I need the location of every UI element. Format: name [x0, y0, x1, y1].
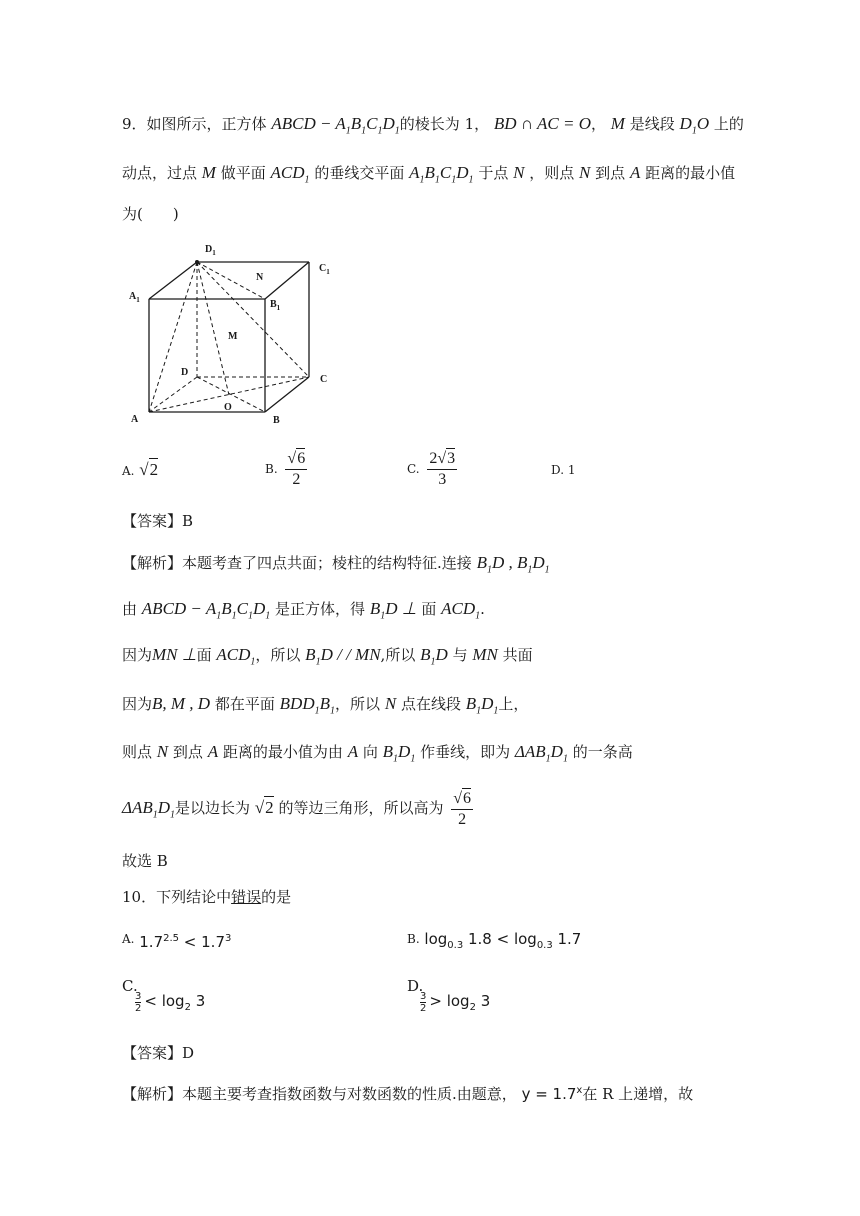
fraction: $\frac{3}{2}$ — [135, 990, 142, 1014]
q10-answer: 【答案】D — [122, 1044, 195, 1062]
text: 是线段 — [629, 115, 675, 133]
text: 动点，过点 — [122, 164, 198, 182]
text: 做平面 — [220, 164, 266, 182]
radicand: 2 — [265, 798, 274, 817]
text: 是正方体，得 — [275, 600, 366, 618]
text: 的垂线交平面 — [314, 164, 405, 182]
text: 作垂线，即为 — [420, 743, 511, 761]
text: 【解析】 — [122, 554, 183, 572]
text: 如图所示，正方体 — [146, 115, 267, 133]
math-b1d: $B_1D$ — [420, 645, 448, 668]
cube-figure — [125, 237, 345, 432]
text: 10．下列结论中 — [122, 888, 232, 906]
sqrt2: √2 — [254, 798, 274, 817]
option-label: C. — [407, 462, 420, 476]
q9-analysis-5 — [122, 741, 633, 770]
q10-option-b — [407, 928, 581, 957]
math-d1o: $D_1O$ — [679, 114, 710, 137]
q10-option-d — [420, 990, 490, 1019]
text: 的棱长为 1， — [399, 115, 490, 133]
label-a1: $A_1$ — [129, 291, 140, 304]
underlined-text: 错误 — [231, 888, 262, 906]
expr: $\log_{0.3} 1.8 < \log_{0.3} 1.7$ — [424, 930, 582, 951]
text: 由 — [122, 600, 138, 618]
text: 的是 — [261, 888, 292, 906]
text: 共面 — [502, 646, 533, 664]
math-acd1: $ACD_1$ — [270, 163, 310, 186]
q9-final: 故选 B — [122, 852, 168, 870]
text: ,所以 — [380, 646, 416, 664]
radicand: 6 — [297, 450, 306, 467]
option-label: D. 1 — [551, 463, 576, 477]
q9-line3: 为( ) — [122, 205, 179, 223]
text: 因为 — [122, 646, 153, 664]
text: 是以边长为 — [175, 799, 251, 817]
text: ，所以 — [255, 646, 301, 664]
text: 本题主要考查指数函数与对数函数的性质.由题意， — [182, 1085, 517, 1103]
math-a: A — [207, 742, 219, 761]
text: 于点 — [478, 164, 509, 182]
text: 都在平面 — [214, 695, 275, 713]
math-b1d1: $B_1D_1$ — [465, 694, 499, 717]
radicand: 3 — [447, 450, 456, 467]
expr: > $\log_2 3$ — [429, 992, 491, 1013]
fraction: $\frac{3}{2}$ — [420, 990, 427, 1014]
text: 在 R 上递增，故 — [582, 1085, 694, 1103]
math-b1d-perp: $B_1D$ ⊥ — [369, 599, 417, 622]
option-label: B. — [407, 932, 420, 946]
func-expr: $y = 1.7^x$ — [521, 1085, 583, 1103]
text: 距离的最小值 — [645, 164, 736, 182]
q10-analysis — [122, 1080, 693, 1105]
q9-option-a — [122, 458, 158, 482]
fraction: $\frac{2√3}{3}$ — [429, 450, 456, 488]
text: 与 — [452, 646, 468, 664]
text: ， — [591, 115, 607, 133]
label-b: B — [273, 415, 280, 426]
denominator: 2 — [458, 811, 467, 828]
q9-analysis-4 — [122, 693, 528, 722]
label-d1: $D_1$ — [205, 244, 216, 257]
label-a: A — [131, 414, 139, 425]
option-label: B. — [265, 462, 278, 476]
math-mn-perp: MN ⊥ — [152, 645, 197, 664]
math-bd-ac: BD ∩ AC = O — [493, 114, 591, 133]
math-a1b1c1d1: $A_1B_1C_1D_1$ — [409, 163, 474, 186]
denominator: 2 — [292, 471, 301, 488]
text: 到点 — [172, 743, 203, 761]
sqrt2: √2 — [139, 460, 159, 479]
math-bdd1b1: $BDD_1B_1$ — [279, 694, 336, 717]
q9-analysis-6 — [122, 788, 476, 830]
label-c: C — [320, 374, 328, 385]
text: ，所以 — [335, 695, 381, 713]
text: ，则点 — [529, 164, 575, 182]
text: 的等边三角形，所以高为 — [278, 799, 444, 817]
math-n: N — [513, 163, 525, 182]
math-parallel: $B_1D$ / / MN — [305, 645, 381, 668]
text: 【解析】 — [122, 1085, 183, 1103]
math-bmd: B, M , D — [152, 694, 211, 713]
math-n: N — [579, 163, 591, 182]
q9-answer: 【答案】B — [122, 512, 194, 530]
math-b1d-b1d1: $B_1D$ , $B_1D_1$ — [476, 553, 550, 576]
q9-option-b — [265, 448, 310, 490]
text: 点在线段 — [400, 695, 461, 713]
q9-number: 9． — [122, 115, 147, 133]
option-label: A. — [122, 464, 135, 478]
math-a: A — [629, 163, 641, 182]
math-mn: MN — [472, 645, 498, 664]
math-m: M — [610, 114, 625, 133]
math-triangle: $\Delta AB_1D_1$ — [514, 742, 568, 765]
text: 本题考查了四点共面；棱柱的结构特征.连接 — [182, 554, 472, 572]
text: 上的 — [713, 115, 744, 133]
math-n: N — [156, 742, 169, 761]
fraction: $\frac{√6}{2}$ — [453, 790, 472, 828]
radicand: 2 — [149, 460, 159, 479]
label-c1: $C_1$ — [319, 263, 330, 276]
text: 则点 — [122, 743, 153, 761]
math-n: N — [384, 694, 397, 713]
math-cube: ABCD − $A_1B_1C_1D_1$ — [141, 599, 271, 622]
q9-analysis-2: 由 ABCD − $A_1B_1C_1D_1$ 是正方体，得 $B_1D$ ⊥ 面 $ACD_1$. — [122, 599, 485, 622]
math-acd1: $ACD_1$ — [216, 645, 256, 668]
math-a: A — [347, 742, 359, 761]
text: 面 — [196, 646, 212, 664]
label-m: M — [228, 331, 238, 342]
text: 距离的最小值为由 — [222, 743, 343, 761]
text: 到点 — [595, 164, 626, 182]
text: 的一条高 — [572, 743, 633, 761]
math-cube: ABCD − $A_1B_1C_1D_1$ — [271, 114, 400, 137]
label-n: N — [256, 272, 264, 283]
math-m: M — [201, 163, 216, 182]
q10-option-d-label: D. — [407, 977, 424, 995]
coefficient: 2 — [429, 450, 438, 467]
label-d: D — [181, 367, 189, 378]
q9-option-d — [551, 458, 575, 481]
q10-option-a — [122, 928, 231, 953]
q9-line1 — [122, 113, 744, 142]
text: 面 — [421, 600, 437, 618]
math-b1d1: $B_1D_1$ — [382, 742, 416, 765]
q10-option-c — [135, 990, 205, 1019]
q9-option-c — [407, 448, 460, 490]
fraction: $\frac{√6}{2}$ — [287, 450, 306, 488]
expr: < $\log_2 3$ — [144, 992, 206, 1013]
q10-stem — [122, 886, 291, 908]
math-acd1: $ACD_1$ — [441, 599, 481, 622]
q9-analysis-1 — [122, 552, 550, 581]
math-triangle: $\Delta AB_1D_1$ — [122, 798, 176, 821]
text: 上， — [498, 695, 529, 713]
q10-option-c-label: C. — [122, 977, 138, 995]
text: 向 — [362, 743, 378, 761]
q9-line2 — [122, 162, 735, 191]
q9-analysis-3 — [122, 644, 533, 673]
expr: $1.7^{2.5} < 1.7^3$ — [139, 933, 232, 951]
label-o: O — [224, 402, 232, 413]
radicand: 6 — [463, 790, 472, 807]
denominator: 3 — [438, 471, 447, 488]
option-label: A. — [122, 932, 135, 946]
label-b1: $B_1$ — [270, 299, 281, 312]
text: 因为 — [122, 695, 153, 713]
